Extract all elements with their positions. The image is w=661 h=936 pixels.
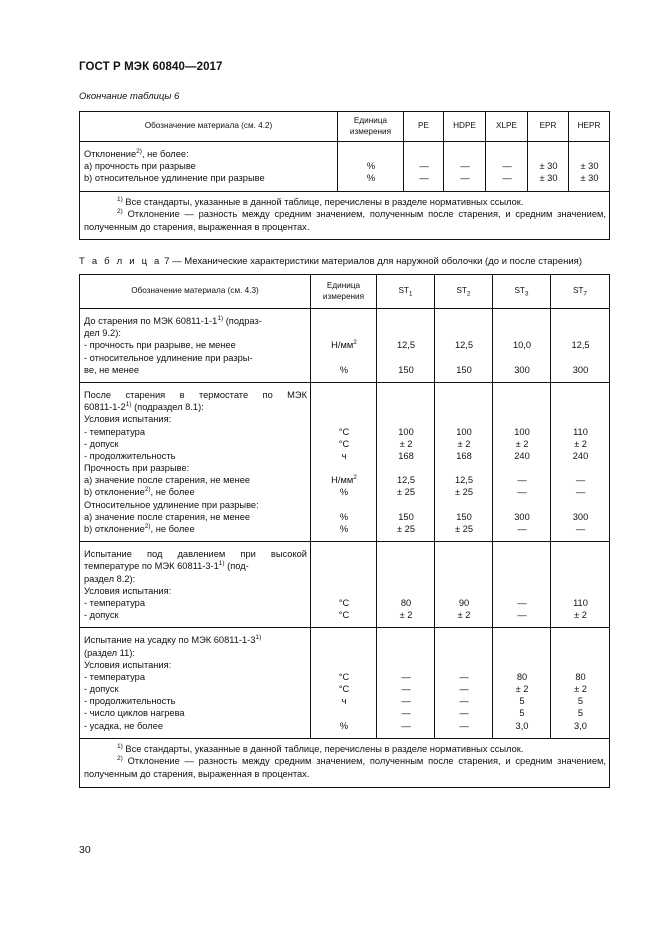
table6-caption: Окончание таблицы 6 (79, 91, 180, 102)
st2-values: 100 ± 2 168 12,5 ± 25 150 ± 25 (435, 382, 493, 541)
table-7 (79, 274, 610, 788)
col-pe: PE (404, 112, 444, 142)
col-hdpe: HDPE (444, 112, 486, 142)
document-code: ГОСТ Р МЭК 60840—2017 (79, 61, 223, 73)
footnote-2: $^{2)}$ Отклонение — разность между средним значением, полученным после старения, и средним значением, полученным до старения, выраженная в процентах. (84, 755, 606, 779)
table7-notes (80, 738, 610, 787)
row-description: Испытание под давлением при высокой температуре по МЭК 60811-3-1$^{1)}$ (под- раздел 8.2): Условия испытания: - температура - допуск (80, 542, 311, 628)
col-unit: Единица измерения (311, 275, 377, 309)
st3-values: 100 ± 2 240 — — 300 — (493, 382, 551, 541)
st7-values: 110 ± 2 240 — — 300 — (551, 382, 610, 541)
footnote-2: $^{2)}$ Отклонение — разность между средним значением, полученным после старения, и средним значением, полученным до старения, выраженная в процентах. (84, 208, 606, 232)
st3-values: 80 ± 2 5 5 3,0 (493, 628, 551, 739)
xlpe-values: — — (486, 142, 528, 192)
table6-notes (80, 191, 610, 240)
st7-values: 12,5 300 (551, 309, 610, 383)
table7-header-row (80, 275, 610, 309)
st1-values: 12,5 150 (377, 309, 435, 383)
table-row (80, 142, 610, 192)
table-row (80, 628, 610, 739)
table-row (80, 309, 610, 383)
table-row (80, 382, 610, 541)
pe-values: — — (404, 142, 444, 192)
col-unit: Единица измерения (338, 112, 404, 142)
col-material-designation: Обозначение материала (см. 4.3) (80, 275, 311, 309)
table-row (80, 542, 610, 628)
st1-values: 80 ± 2 (377, 542, 435, 628)
table7-caption: Т а б л и ц а 7 — Механические характеристики материалов для наружной оболочки (до и после старения) (79, 256, 582, 267)
st3-values: — — (493, 542, 551, 628)
hepr-values: ± 30 ± 30 (569, 142, 610, 192)
row-description: До старения по МЭК 60811-1-1$^{1)}$ (подраз- дел 9.2): - прочность при разрыве, не менее - относительное удлинение при разры- ве, не менее (80, 309, 311, 383)
st1-values: 100 ± 2 168 12,5 ± 25 150 ± 25 (377, 382, 435, 541)
st2-values: 12,5 150 (435, 309, 493, 383)
st2-values: — — — — — (435, 628, 493, 739)
col-st3: $ST_3$ (493, 275, 551, 309)
epr-values: ± 30 ± 30 (528, 142, 569, 192)
row-description: Испытание на усадку по МЭК 60811-1-3$^{1)}$ (раздел 11): Условия испытания: - температура - допуск - продолжительность - число циклов нагрева - усадка, не более (80, 628, 311, 739)
row-units: °С °С (311, 542, 377, 628)
row-description: Отклонение$^{2)}$, не более: a) прочность при разрыве b) относительное удлинение при разрыве (80, 142, 338, 192)
col-hepr: HEPR (569, 112, 610, 142)
row-units: $Н/мм^2$ % (311, 309, 377, 383)
col-material-designation: Обозначение материала (см. 4.2) (80, 112, 338, 142)
col-epr: EPR (528, 112, 569, 142)
st3-values: 10,0 300 (493, 309, 551, 383)
col-st2: $ST_2$ (435, 275, 493, 309)
st2-values: 90 ± 2 (435, 542, 493, 628)
row-units: % % (338, 142, 404, 192)
st1-values: — — — — — (377, 628, 435, 739)
row-units: °С °С ч % (311, 628, 377, 739)
row-units: °С °С ч $Н/мм^2$ % % % (311, 382, 377, 541)
row-description: После старения в термостате по МЭК 60811-1-2$^{1)}$ (подраздел 8.1): Условия испытания: - температура - допуск - продолжительность Прочность при разрыве: a) значение после старения, не менее b) отклонение$^{2)}$, не более Относительное удлинение при разрыве: a) значение после старения, не менее b) отклонение$^{2)}$, не более (80, 382, 311, 541)
page-number: 30 (79, 844, 91, 856)
hdpe-values: — — (444, 142, 486, 192)
table-6 (79, 111, 610, 240)
col-st7: $ST_7$ (551, 275, 610, 309)
st7-values: 80 ± 2 5 5 3,0 (551, 628, 610, 739)
col-xlpe: XLPE (486, 112, 528, 142)
footnote-1: $^{1)}$ Все стандарты, указанные в данной таблице, перечислены в разделе нормативных ссылок. (117, 195, 524, 207)
table7-notes-row (80, 738, 610, 787)
st7-values: 110 ± 2 (551, 542, 610, 628)
footnote-1: $^{1)}$ Все стандарты, указанные в данной таблице, перечислены в разделе нормативных ссылок. (117, 742, 524, 754)
table6-notes-row (80, 191, 610, 240)
table6-header-row (80, 112, 610, 142)
col-st1: $ST_1$ (377, 275, 435, 309)
